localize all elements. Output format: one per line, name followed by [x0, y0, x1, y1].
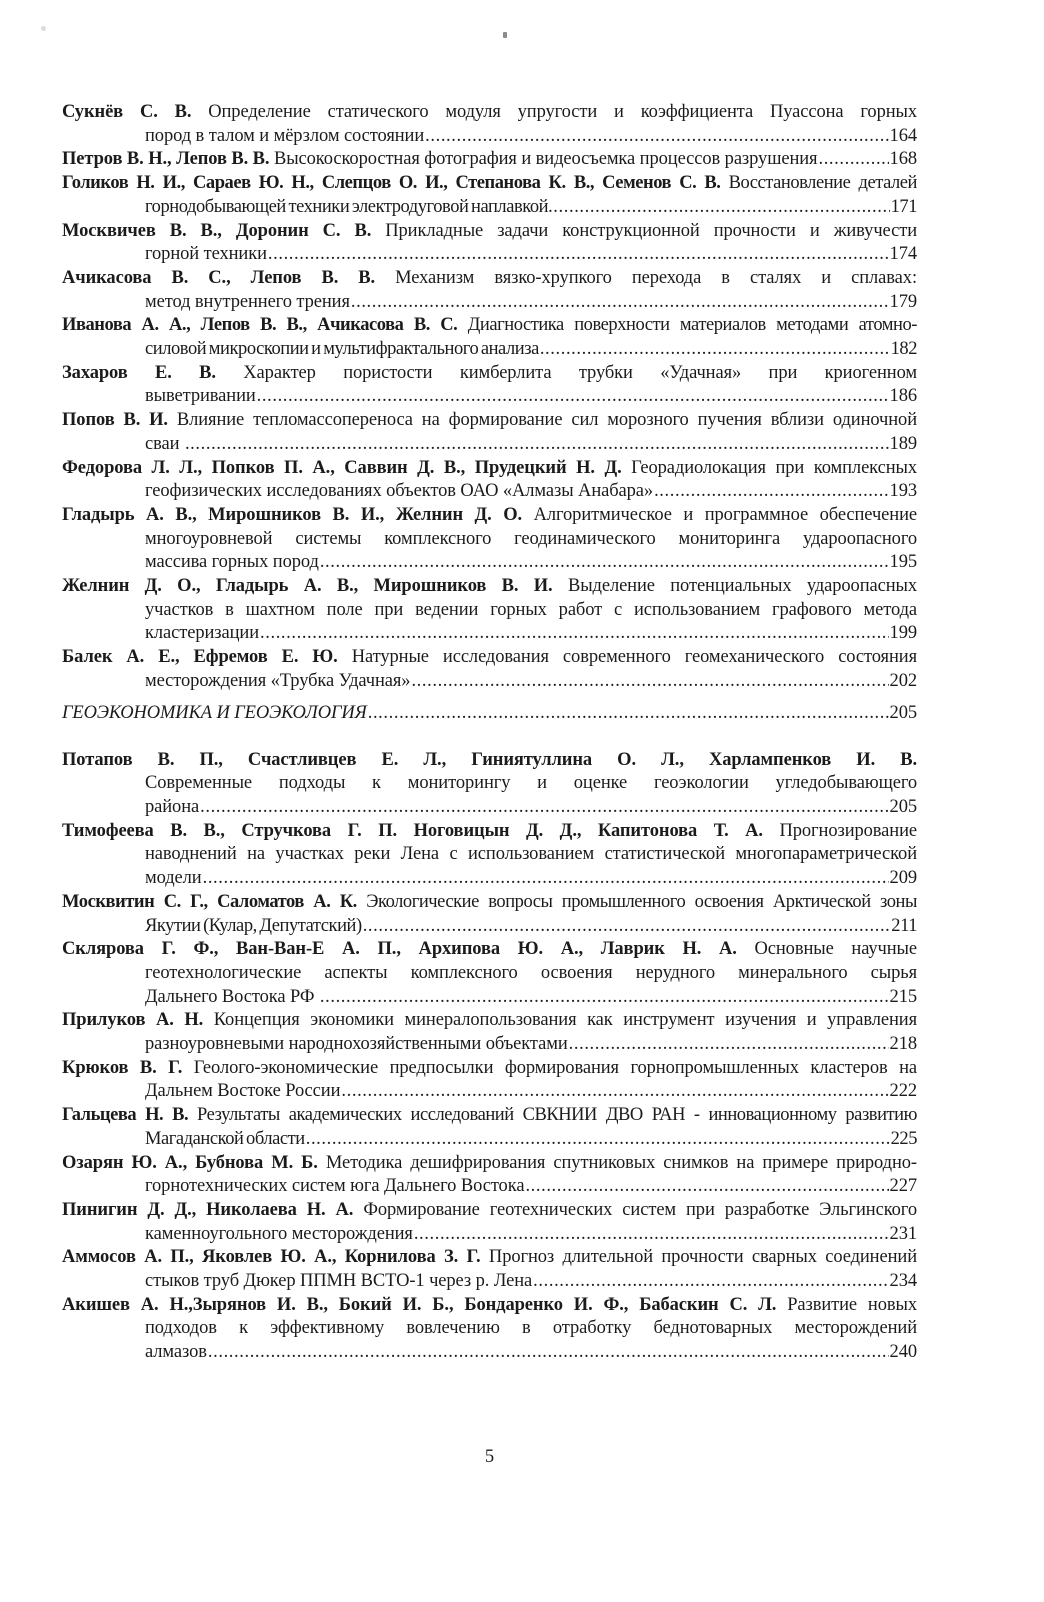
toc-entry	[62, 646, 917, 693]
entry-line	[62, 796, 917, 820]
entry-title-text: Результаты академических исследований СВКНИИ ДВО РАН - инновационному развитию	[188, 1105, 917, 1126]
dot-leader	[368, 703, 889, 724]
entry-title-text: Высокоскоростная фотография и видеосъемка процессов разрушения	[269, 149, 818, 170]
dot-leader	[363, 915, 891, 939]
entry-title-text: кластеризации	[145, 623, 260, 644]
entry-title-text: района	[145, 796, 200, 817]
entry-page-number: 174	[889, 244, 917, 265]
entry-line	[62, 1317, 917, 1341]
entry-authors: Иванова А. А., Лепов В. В., Ачикасова В. С.	[62, 315, 458, 336]
entry-authors: Гальцева Н. В.	[62, 1105, 189, 1126]
dot-leader	[351, 291, 889, 315]
entry-title-text: Диагностика поверхности материалов методами атомно-	[457, 315, 917, 336]
entry-line	[62, 772, 917, 796]
entry-page-number: 171	[890, 196, 917, 217]
entry-line	[62, 1223, 917, 1247]
entry-line	[62, 1033, 917, 1057]
toc-entry	[62, 314, 917, 361]
entry-page-number: 179	[889, 291, 917, 312]
entry-line	[62, 528, 917, 552]
entry-page-number: 164	[889, 125, 917, 146]
entry-line	[62, 243, 917, 267]
entry-line	[62, 1270, 917, 1294]
entry-line	[62, 338, 917, 362]
entry-line	[62, 172, 917, 196]
toc-entry	[62, 1246, 917, 1293]
toc-entry	[62, 820, 917, 891]
entry-authors: Ачикасова В. С., Лепов В. В.	[62, 267, 376, 288]
entry-authors: Тимофеева В. В., Стручкова Г. П. Ноговицын Д. Д., Капитонова Т. А.	[62, 820, 763, 841]
dot-leader	[320, 986, 889, 1010]
toc-entry	[62, 101, 917, 148]
entry-line	[62, 843, 917, 867]
toc-entry	[62, 1152, 917, 1199]
entry-title-text: сваи	[145, 433, 184, 454]
scan-speck-artifact	[503, 32, 507, 38]
dot-leader	[654, 480, 888, 504]
entry-title-text: Натурные исследования современного геомеханического состояния	[337, 647, 917, 668]
entry-authors: Склярова Г. Ф., Ван-Ван-Е А. П., Архипова Ю. А., Лаврик Н. А.	[62, 939, 737, 960]
section-page-number: 205	[889, 702, 917, 723]
entry-line	[62, 1199, 917, 1223]
entry-title-text: Прикладные задачи конструкционной прочности и живучести	[371, 220, 918, 241]
toc-entry	[62, 172, 917, 219]
entry-title-text: Развитие новых	[776, 1294, 917, 1315]
entry-title-text: горнодобывающей техники электродуговой наплавкой.	[145, 196, 553, 217]
entry-line	[62, 867, 917, 891]
toc-entry	[62, 504, 917, 575]
entry-title-text: модели	[145, 868, 202, 889]
entry-title-text: силовой микроскопии и мультифрактального анализа	[145, 339, 539, 360]
entry-authors: Озарян Ю. А., Бубнова М. Б.	[62, 1152, 318, 1173]
dot-leader	[257, 385, 889, 409]
entry-title-text: Дальнем Востоке России	[145, 1081, 341, 1102]
entry-authors: Желнин Д. О., Гладырь А. В., Мирошников В. И.	[62, 576, 553, 597]
entry-title-text: Определение статического модуля упругости и коэффициента Пуассона горных	[191, 102, 918, 122]
dot-leader	[341, 1080, 888, 1104]
toc-entry	[62, 749, 917, 820]
entry-line	[62, 551, 917, 575]
entry-line	[62, 820, 917, 844]
entry-line	[62, 670, 917, 694]
entry-page-number: 205	[889, 796, 917, 817]
entry-title-text: участков в шахтном поле при ведении горных работ с использованием графового метода	[145, 599, 917, 620]
dot-leader	[185, 433, 889, 457]
entry-title-text: массива горных пород	[145, 552, 319, 573]
entry-page-number: 202	[889, 670, 917, 691]
entry-page-number: 199	[889, 623, 917, 644]
entry-title-text: Основные научные	[736, 939, 917, 960]
entry-title-text: каменноугольного месторождения	[145, 1223, 413, 1244]
page-number: 5	[484, 1447, 495, 1467]
entry-line	[62, 433, 917, 457]
entry-title-text: горнотехнических систем юга Дальнего Востока	[145, 1176, 525, 1197]
toc-entry	[62, 409, 917, 456]
entry-page-number: 193	[889, 481, 917, 502]
dot-leader	[203, 867, 889, 891]
entry-authors: Прилуков А. Н.	[62, 1010, 204, 1031]
entry-page-number: 168	[889, 149, 917, 170]
toc-entry	[62, 220, 917, 267]
entry-page-number: 231	[889, 1223, 917, 1244]
dot-leader	[540, 338, 890, 362]
entry-title-text: Магаданской области	[145, 1128, 305, 1149]
entry-title-text: Механизм вязко-хрупкого перехода в сталях и сплавах:	[375, 267, 917, 288]
entry-line	[62, 314, 917, 338]
dot-leader	[553, 196, 889, 220]
entry-line	[62, 599, 917, 623]
entry-title-text: алмазов	[145, 1342, 207, 1363]
toc-entry	[62, 267, 917, 314]
entry-title-text: Дальнего Востока РФ	[145, 986, 319, 1007]
entry-title-text: пород в талом и мёрзлом состоянии	[145, 125, 425, 146]
toc-entry	[62, 938, 917, 1009]
entry-authors: Захаров Е. В.	[62, 362, 216, 383]
section-heading-label: ГЕОЭКОНОМИКА И ГЕОЭКОЛОГИЯ	[62, 702, 367, 723]
entry-page-number: 227	[889, 1176, 917, 1197]
entry-authors: Голиков Н. И., Сараев Ю. Н., Слепцов О. И., Степанова К. В., Семенов С. В.	[62, 173, 721, 194]
entry-line	[62, 1246, 917, 1270]
entry-line	[62, 891, 917, 915]
entry-title-text: геотехнологические аспекты комплексного освоения нерудного минерального сырья	[145, 962, 917, 983]
entry-line	[62, 622, 917, 646]
entry-line	[62, 125, 917, 149]
entry-title-text: подходов к эффективному вовлечению в отработку беднотоварных месторождений	[145, 1318, 917, 1339]
dot-leader	[411, 670, 888, 694]
entry-page-number: 215	[889, 986, 917, 1007]
entry-line	[62, 986, 917, 1010]
entry-title-text: Концепция экономики минералопользования как инструмент изучения и управления	[203, 1010, 917, 1031]
entry-page-number: 234	[889, 1271, 917, 1292]
dot-leader	[818, 148, 888, 172]
entry-title-text: Алгоритмическое и программное обеспечение	[522, 504, 917, 525]
entry-page-number: 225	[890, 1128, 917, 1149]
entry-line	[62, 291, 917, 315]
toc-entry	[62, 1199, 917, 1246]
toc-entry	[62, 148, 917, 172]
entry-line	[62, 504, 917, 528]
entry-line	[62, 646, 917, 670]
toc-entry	[62, 457, 917, 504]
entry-page-number: 240	[889, 1342, 917, 1363]
entry-title-text: выветривании	[145, 386, 256, 407]
entry-line	[62, 267, 917, 291]
toc-entry	[62, 362, 917, 409]
entry-title-text: стыков труб Дюкер ППМН ВСТО-1 через р. Лена	[145, 1271, 533, 1292]
entry-line	[62, 409, 917, 433]
dot-leader	[306, 1128, 890, 1152]
entry-title-text: геофизических исследованиях объектов ОАО «Алмазы Анабара»	[145, 481, 654, 502]
entry-authors: Крюков В. Г.	[62, 1057, 183, 1078]
entry-title-text: наводнений на участках реки Лена с использованием статистической многопараметрической	[145, 844, 917, 865]
dot-leader	[533, 1270, 888, 1294]
entry-title-text: многоуровневой системы комплексного геодинамического мониторинга удароопасного	[145, 528, 917, 549]
entry-page-number: 195	[889, 552, 917, 573]
entry-authors: Аммосов А. П., Яковлев Ю. А., Корнилова З. Г.	[62, 1247, 481, 1268]
toc-entry	[62, 1009, 917, 1056]
entry-authors: Москвичев В. В., Доронин С. В.	[62, 220, 372, 241]
dot-leader	[268, 243, 889, 267]
entry-line	[62, 575, 917, 599]
entry-page-number: 222	[889, 1081, 917, 1102]
entry-authors: Гладырь А. В., Мирошников В. И., Желнин Д. О.	[62, 504, 523, 525]
entry-authors: Балек А. Е., Ефремов Е. Ю.	[62, 647, 338, 668]
entry-title-text: Влияние тепломассопереноса на формирование сил морозного пучения вблизи одиночной	[167, 410, 917, 431]
dot-leader	[200, 796, 888, 820]
entry-line	[62, 385, 917, 409]
entry-page-number: 209	[889, 868, 917, 889]
entry-line	[62, 962, 917, 986]
entry-title-text: Прогноз длительной прочности сварных соединений	[480, 1247, 917, 1268]
entry-authors: Потапов В. П., Счастливцев Е. Л., Гиниятуллина О. Л., Харлампенков И. В.	[62, 749, 917, 770]
entry-line	[62, 1057, 917, 1081]
entry-authors: Федорова Л. Л., Попков П. А., Саввин Д. В., Прудецкий Н. Д.	[62, 457, 622, 478]
entry-page-number: 182	[890, 339, 917, 360]
toc-entry	[62, 1104, 917, 1151]
dot-leader	[208, 1341, 889, 1365]
entry-title-text: Экологические вопросы промышленного освоения Арктической зоны	[356, 891, 917, 912]
entry-line	[62, 1128, 917, 1152]
entry-title-text: метод внутреннего трения	[145, 291, 350, 312]
dot-leader	[569, 1033, 889, 1057]
entry-line	[62, 1080, 917, 1104]
entry-title-text: Прогнозирование	[762, 820, 918, 841]
entry-title-text: разноуровневыми народнохозяйственными объектами	[145, 1034, 568, 1055]
entry-title-text: Геолого-экономические предпосылки формирования горнопромышленных кластеров на	[182, 1057, 917, 1078]
entry-line	[62, 1294, 917, 1318]
entry-authors: Сукнёв С. В.	[62, 102, 192, 122]
entry-line	[62, 915, 917, 939]
entry-title-text: месторождения «Трубка Удачная»	[145, 670, 411, 691]
entry-title-text: Якутии (Кулар, Депутатский)	[145, 915, 362, 936]
dot-leader	[525, 1175, 888, 1199]
section-heading	[62, 703, 917, 724]
entry-title-text: Выделение потенциальных удароопасных	[552, 576, 917, 597]
entry-line	[62, 362, 917, 386]
entry-title-text: Формирование геотехнических систем при разработке Эльгинского	[353, 1199, 917, 1220]
entry-title-text: Восстановление деталей	[720, 173, 917, 194]
entry-authors: Москвитин С. Г., Саломатов А. К.	[62, 891, 357, 912]
entry-title-text: Характер пористости кимберлита трубки «Удачная» при криогенном	[215, 362, 917, 383]
page-footer	[62, 1447, 917, 1468]
entry-line	[62, 101, 917, 125]
entry-page-number: 186	[889, 386, 917, 407]
dot-leader	[260, 622, 889, 646]
entry-line	[62, 480, 917, 504]
entry-authors: Петров В. Н., Лепов В. В.	[62, 149, 270, 170]
entry-line	[62, 148, 917, 172]
entry-title-text: горной техники	[145, 244, 267, 265]
table-of-contents	[62, 101, 917, 1365]
entry-line	[62, 220, 917, 244]
entry-authors: Акишев А. Н.,Зырянов И. В., Бокий И. Б., Бондаренко И. Ф., Бабаскин С. Л.	[62, 1294, 777, 1315]
entry-line	[62, 749, 917, 773]
entry-page-number: 189	[889, 433, 917, 454]
entry-line	[62, 1175, 917, 1199]
scan-speck-artifact	[41, 26, 46, 31]
dot-leader	[414, 1223, 889, 1247]
entry-authors: Пинигин Д. Д., Николаева Н. А.	[62, 1199, 354, 1220]
entry-page-number: 218	[889, 1034, 917, 1055]
entry-line	[62, 1341, 917, 1365]
entry-line	[62, 1104, 917, 1128]
dot-leader	[320, 551, 889, 575]
entry-line	[62, 1009, 917, 1033]
entry-title-text: Методика дешифрирования спутниковых снимков на примере природно-	[317, 1152, 917, 1173]
entry-title-text: Современные подходы к мониторингу и оценке геоэкологии угледобывающего	[145, 773, 917, 794]
entry-line	[62, 457, 917, 481]
entry-title-text: Георадиолокация при комплексных	[621, 457, 917, 478]
toc-entry	[62, 575, 917, 646]
entry-page-number: 211	[891, 915, 917, 936]
toc-entry	[62, 1057, 917, 1104]
toc-list	[62, 101, 917, 1365]
entry-line	[62, 1152, 917, 1176]
toc-entry	[62, 1294, 917, 1365]
entry-line	[62, 938, 917, 962]
dot-leader	[425, 125, 888, 149]
toc-entry	[62, 891, 917, 938]
entry-line	[62, 196, 917, 220]
entry-authors: Попов В. И.	[62, 410, 168, 431]
